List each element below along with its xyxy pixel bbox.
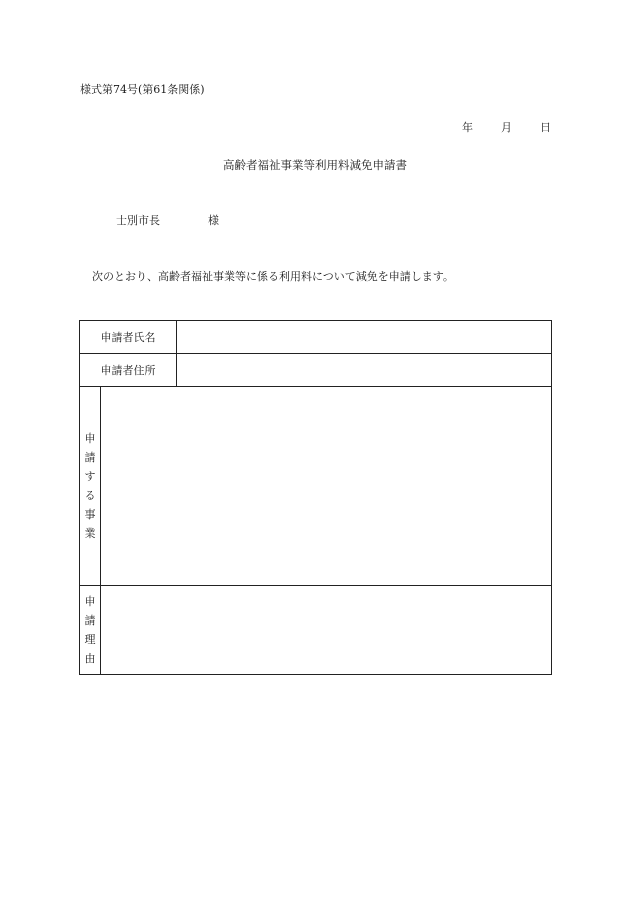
reason-label-char: 由 [84,652,96,665]
applicant-name-field[interactable] [177,321,552,354]
business-label-char: 請 [84,451,96,464]
date-line [462,119,551,135]
date-month-label: 月 [501,121,512,134]
applicant-address-row [80,354,552,387]
applicant-name-row [80,321,552,354]
form-number: 様式第74号(第61条関係) [80,83,205,96]
addressee-name: 士別市長 [116,214,160,227]
reason-label [80,586,101,675]
document-title: 高齢者福祉事業等利用料減免申請書 [223,158,407,172]
addressee [116,212,219,228]
applicant-address-label: 申請者住所 [80,354,177,387]
applicant-address-field[interactable] [177,354,552,387]
business-label-char: 申 [84,432,96,445]
reason-label-char: 請 [84,614,96,627]
addressee-honorific: 様 [208,214,219,227]
date-day-label: 日 [540,121,551,134]
business-label [80,387,101,586]
reason-label-char: 申 [84,595,96,608]
reason-row [80,586,552,675]
business-label-char: 事 [84,508,96,521]
business-label-char: す [84,470,96,483]
reason-label-char: 理 [84,633,96,646]
business-label-char: る [84,489,96,502]
business-label-char: 業 [84,527,96,540]
application-table [79,320,552,675]
intro-text: 次のとおり、高齢者福祉事業等に係る利用料について減免を申請します。 [92,270,454,283]
reason-field[interactable] [101,586,552,675]
date-year-label: 年 [462,121,473,134]
applicant-name-label: 申請者氏名 [80,321,177,354]
business-row [80,387,552,586]
business-field[interactable] [101,387,552,586]
